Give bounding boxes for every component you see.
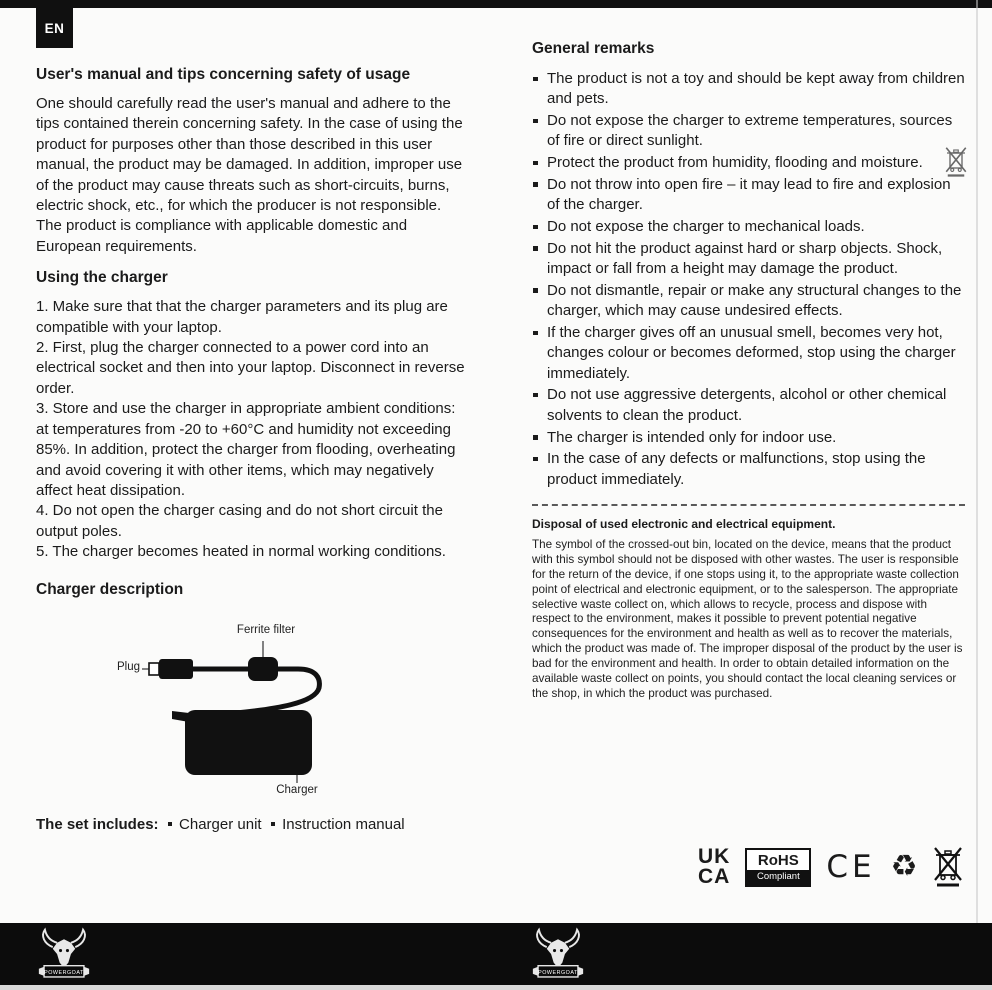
rohs-mark bbox=[745, 848, 811, 887]
scan-edge-line bbox=[976, 0, 978, 990]
ukca-mark bbox=[698, 847, 730, 887]
safety-heading: User's manual and tips concerning safety of usage bbox=[36, 66, 411, 83]
charger-label: Charger bbox=[276, 783, 318, 796]
brand-text: POWERGOAT bbox=[44, 969, 84, 976]
charger-step: 3. Store and use the charger in appropriate ambient conditions: at temperatures from -20 to +60°C and humidity not exceeding 85%. In addition, protect the charger from flooding, overheating and avoid covering it with other items, which may negatively affect heat dissipation. bbox=[36, 400, 456, 499]
set-item: Charger unit bbox=[168, 816, 262, 833]
remark-item: The product is not a toy and should be kept away from children and pets. bbox=[532, 69, 965, 110]
charger-steps-list bbox=[36, 297, 469, 562]
remark-item: In the case of any defects or malfunctions, stop using the product immediately. bbox=[532, 449, 965, 490]
remark-item: Do not dismantle, repair or make any structural changes to the charger, which may cause undesired effects. bbox=[532, 281, 965, 322]
recycle-icon: ♻ bbox=[890, 849, 918, 884]
left-column bbox=[36, 64, 469, 833]
safety-paragraph: One should carefully read the user's manual and adhere to the tips contained therein concerning safety. In the case of using the product for purposes other than those described in this user manual, the product may be damaged. In addition, improper use of the product may cause threats such as short-circuits, burns, electric shock, etc., for which the producer is not responsible. The product is compliance with applicable domestic and European requirements. bbox=[36, 95, 463, 255]
set-item: Instruction manual bbox=[271, 816, 405, 833]
dashed-divider bbox=[532, 504, 965, 506]
disposal-heading: Disposal of used electronic and electrical equipment. bbox=[532, 516, 836, 531]
remark-item: Protect the product from humidity, flooding and moisture. bbox=[532, 153, 965, 173]
brand-text: POWERGOAT bbox=[538, 969, 578, 976]
goat-head-icon bbox=[38, 926, 90, 982]
rohs-compliant-label: Compliant bbox=[747, 870, 809, 885]
remark-item: Do not expose the charger to mechanical loads. bbox=[532, 217, 965, 237]
remark-item: If the charger gives off an unusual smell, becomes very hot, changes colour or becomes deformed, stop using the charger immediately. bbox=[532, 323, 965, 384]
ukca-line2: CA bbox=[698, 865, 731, 888]
ferrite-filter-label: Ferrite filter bbox=[236, 623, 296, 636]
certification-marks bbox=[698, 846, 964, 888]
rohs-title: RoHS bbox=[757, 851, 799, 869]
goat-head-icon bbox=[532, 926, 584, 982]
weee-bin-icon bbox=[944, 146, 968, 178]
set-includes-items bbox=[159, 816, 405, 833]
set-includes-label: The set includes: bbox=[36, 815, 159, 833]
charger-description-heading: Charger description bbox=[36, 580, 184, 598]
set-includes bbox=[36, 816, 469, 833]
remark-item: Do not use aggressive detergents, alcohol or other chemical solvents to clean the product. bbox=[532, 385, 965, 426]
general-remarks-list bbox=[532, 69, 965, 490]
remark-item: Do not throw into open fire – it may lead to fire and explosion of the charger. bbox=[532, 175, 965, 216]
top-border bbox=[0, 0, 992, 8]
charger-step: 2. First, plug the charger connected to a power cord into an electrical socket and then into your laptop. Disconnect in reverse order. bbox=[36, 339, 465, 397]
language-badge: EN bbox=[36, 8, 73, 48]
using-charger-heading: Using the charger bbox=[36, 269, 168, 287]
powergoat-logo bbox=[38, 926, 90, 987]
right-column bbox=[532, 38, 965, 702]
ukca-line1: UK bbox=[698, 845, 731, 868]
remark-item: Do not expose the charger to extreme temperatures, sources of fire or direct sunlight. bbox=[532, 111, 965, 152]
powergoat-logo bbox=[532, 926, 584, 987]
disposal-paragraph: The symbol of the crossed-out bin, located on the device, means that the product with this symbol should not be disposed with other wastes. The user is responsible for the return of the device, if one stops using it, to the appropriate waste collection point of electrical and electronic equipment, or to the salesperson. The appropriate selective waste collect on, which allows to recycle, process and dispose with respect to the environment, makes it possible to prevent potential negative consequences for the environment and health as well as to recover the materials, which the product was made of. The improper disposal of the product by the user is bad for the environment and health. In order to obtain detailed information on the available waste collect on points, you should contact the local cleaning services or the shop, in which the product was purchased. bbox=[532, 537, 963, 700]
remark-item: The charger is intended only for indoor use. bbox=[532, 428, 965, 448]
plug-label: Plug bbox=[116, 660, 140, 673]
ce-mark: CE bbox=[826, 849, 876, 885]
charger-step: 4. Do not open the charger casing and do not short circuit the output poles. bbox=[36, 502, 443, 540]
charger-illustration bbox=[36, 612, 469, 810]
general-remarks-heading: General remarks bbox=[532, 40, 655, 57]
square-bullet-icon bbox=[271, 822, 276, 827]
remark-item: Do not hit the product against hard or sharp objects. Shock, impact or fall from a height may damage the product. bbox=[532, 239, 965, 280]
charger-step: 5. The charger becomes heated in normal working conditions. bbox=[36, 543, 446, 561]
bottom-margin bbox=[0, 985, 992, 990]
footer-bar bbox=[0, 923, 992, 985]
charger-diagram bbox=[36, 612, 469, 810]
square-bullet-icon bbox=[168, 822, 173, 827]
weee-bin-icon bbox=[932, 846, 964, 888]
charger-step: 1. Make sure that that the charger parameters and its plug are compatible with your laptop. bbox=[36, 298, 448, 336]
